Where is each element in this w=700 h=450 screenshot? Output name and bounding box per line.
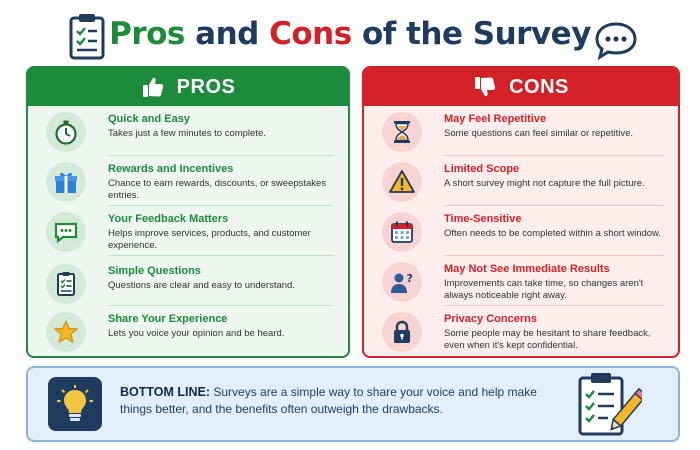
- stopwatch-icon: [52, 118, 80, 146]
- pros-item-quick-and-easy: [28, 108, 348, 156]
- cons-item-desc: A short survey might not capture the full picture.: [444, 178, 645, 189]
- cons-item-time-sensitive: [364, 208, 678, 256]
- pros-panel: [26, 66, 350, 358]
- gift-icon: [52, 168, 80, 196]
- lock-icon: [388, 318, 416, 346]
- cons-item-repetitive: [364, 108, 678, 156]
- pros-item-title: Simple Questions: [108, 265, 201, 277]
- title-cons-word: Cons: [269, 16, 352, 52]
- hourglass-icon: [388, 118, 416, 146]
- pros-item-simple-questions: [28, 260, 348, 308]
- divider: [108, 205, 334, 206]
- pros-item-share-experience: [28, 308, 348, 356]
- cons-item-title: Limited Scope: [444, 163, 520, 175]
- cons-item-desc: Some questions can feel similar or repetitive.: [444, 128, 634, 139]
- pros-item-feedback-matters: [28, 208, 348, 256]
- speech-bubble-icon: [594, 20, 638, 60]
- checklist-icon: [52, 270, 80, 298]
- lightbulb-icon: [56, 384, 94, 424]
- title-and-word: and: [184, 16, 270, 52]
- pros-item-desc: Chance to earn rewards, discounts, or sweepstakes entries.: [108, 178, 327, 201]
- bottom-line-body: Surveys are a simple way to share your voice and help make things better, and the benefits often outweigh the drawbacks.: [120, 385, 537, 416]
- thumbs-up-icon: [141, 75, 165, 99]
- divider: [108, 155, 334, 156]
- pros-item-desc: Helps improve services, products, and customer experience.: [108, 228, 311, 251]
- pros-header: [28, 68, 348, 106]
- warning-icon: [388, 168, 416, 196]
- person-question-icon: [388, 268, 416, 296]
- divider: [444, 255, 664, 256]
- cons-item-immediate-results: [364, 258, 678, 306]
- pros-item-title: Rewards and Incentives: [108, 163, 234, 175]
- divider: [108, 255, 334, 256]
- title-rest: of the Survey: [351, 16, 591, 52]
- bottom-line-banner: [26, 366, 680, 442]
- divider: [108, 305, 334, 306]
- cons-header-label: CONS: [509, 75, 569, 98]
- pros-header-label: PROS: [176, 75, 236, 98]
- pros-item-title: Your Feedback Matters: [108, 213, 229, 225]
- pros-item-desc: Takes just a few minutes to complete.: [108, 128, 266, 139]
- header: [0, 8, 700, 60]
- divider: [444, 305, 664, 306]
- pros-item-title: Share Your Experience: [108, 313, 228, 325]
- svg-text:?: ?: [406, 272, 413, 285]
- cons-item-limited-scope: [364, 158, 678, 206]
- divider: [444, 205, 664, 206]
- thumbs-down-icon: [473, 75, 497, 99]
- cons-panel: [362, 66, 680, 358]
- cons-item-title: May Feel Repetitive: [444, 113, 547, 125]
- lightbulb-tile: [48, 377, 102, 431]
- cons-item-privacy: [364, 308, 678, 356]
- pros-item-desc: Questions are clear and easy to understand.: [108, 280, 295, 291]
- calendar-icon: [388, 218, 416, 246]
- title-pros-word: Pros: [109, 16, 185, 52]
- chat-bubble-icon: [52, 218, 80, 246]
- pros-item-rewards: [28, 158, 348, 206]
- cons-item-title: Time-Sensitive: [444, 213, 522, 225]
- pros-item-desc: Lets you voice your opinion and be heard.: [108, 328, 285, 339]
- cons-item-title: Privacy Concerns: [444, 313, 537, 325]
- divider: [444, 155, 664, 156]
- star-icon: [52, 318, 80, 346]
- cons-item-desc: Some people may be hesitant to share feedback, even when it's kept confidential.: [444, 328, 651, 351]
- cons-item-desc: Often needs to be completed within a short window.: [444, 228, 662, 239]
- cons-header: [364, 68, 678, 106]
- pros-item-title: Quick and Easy: [108, 113, 190, 125]
- cons-item-desc: Improvements can take time, so changes aren't always noticeable right away.: [444, 278, 644, 301]
- bottom-line-text: [120, 384, 540, 418]
- bottom-line-label: BOTTOM LINE:: [120, 385, 211, 399]
- cons-item-title: May Not See Immediate Results: [444, 263, 610, 275]
- clipboard-pencil-icon: [576, 370, 642, 440]
